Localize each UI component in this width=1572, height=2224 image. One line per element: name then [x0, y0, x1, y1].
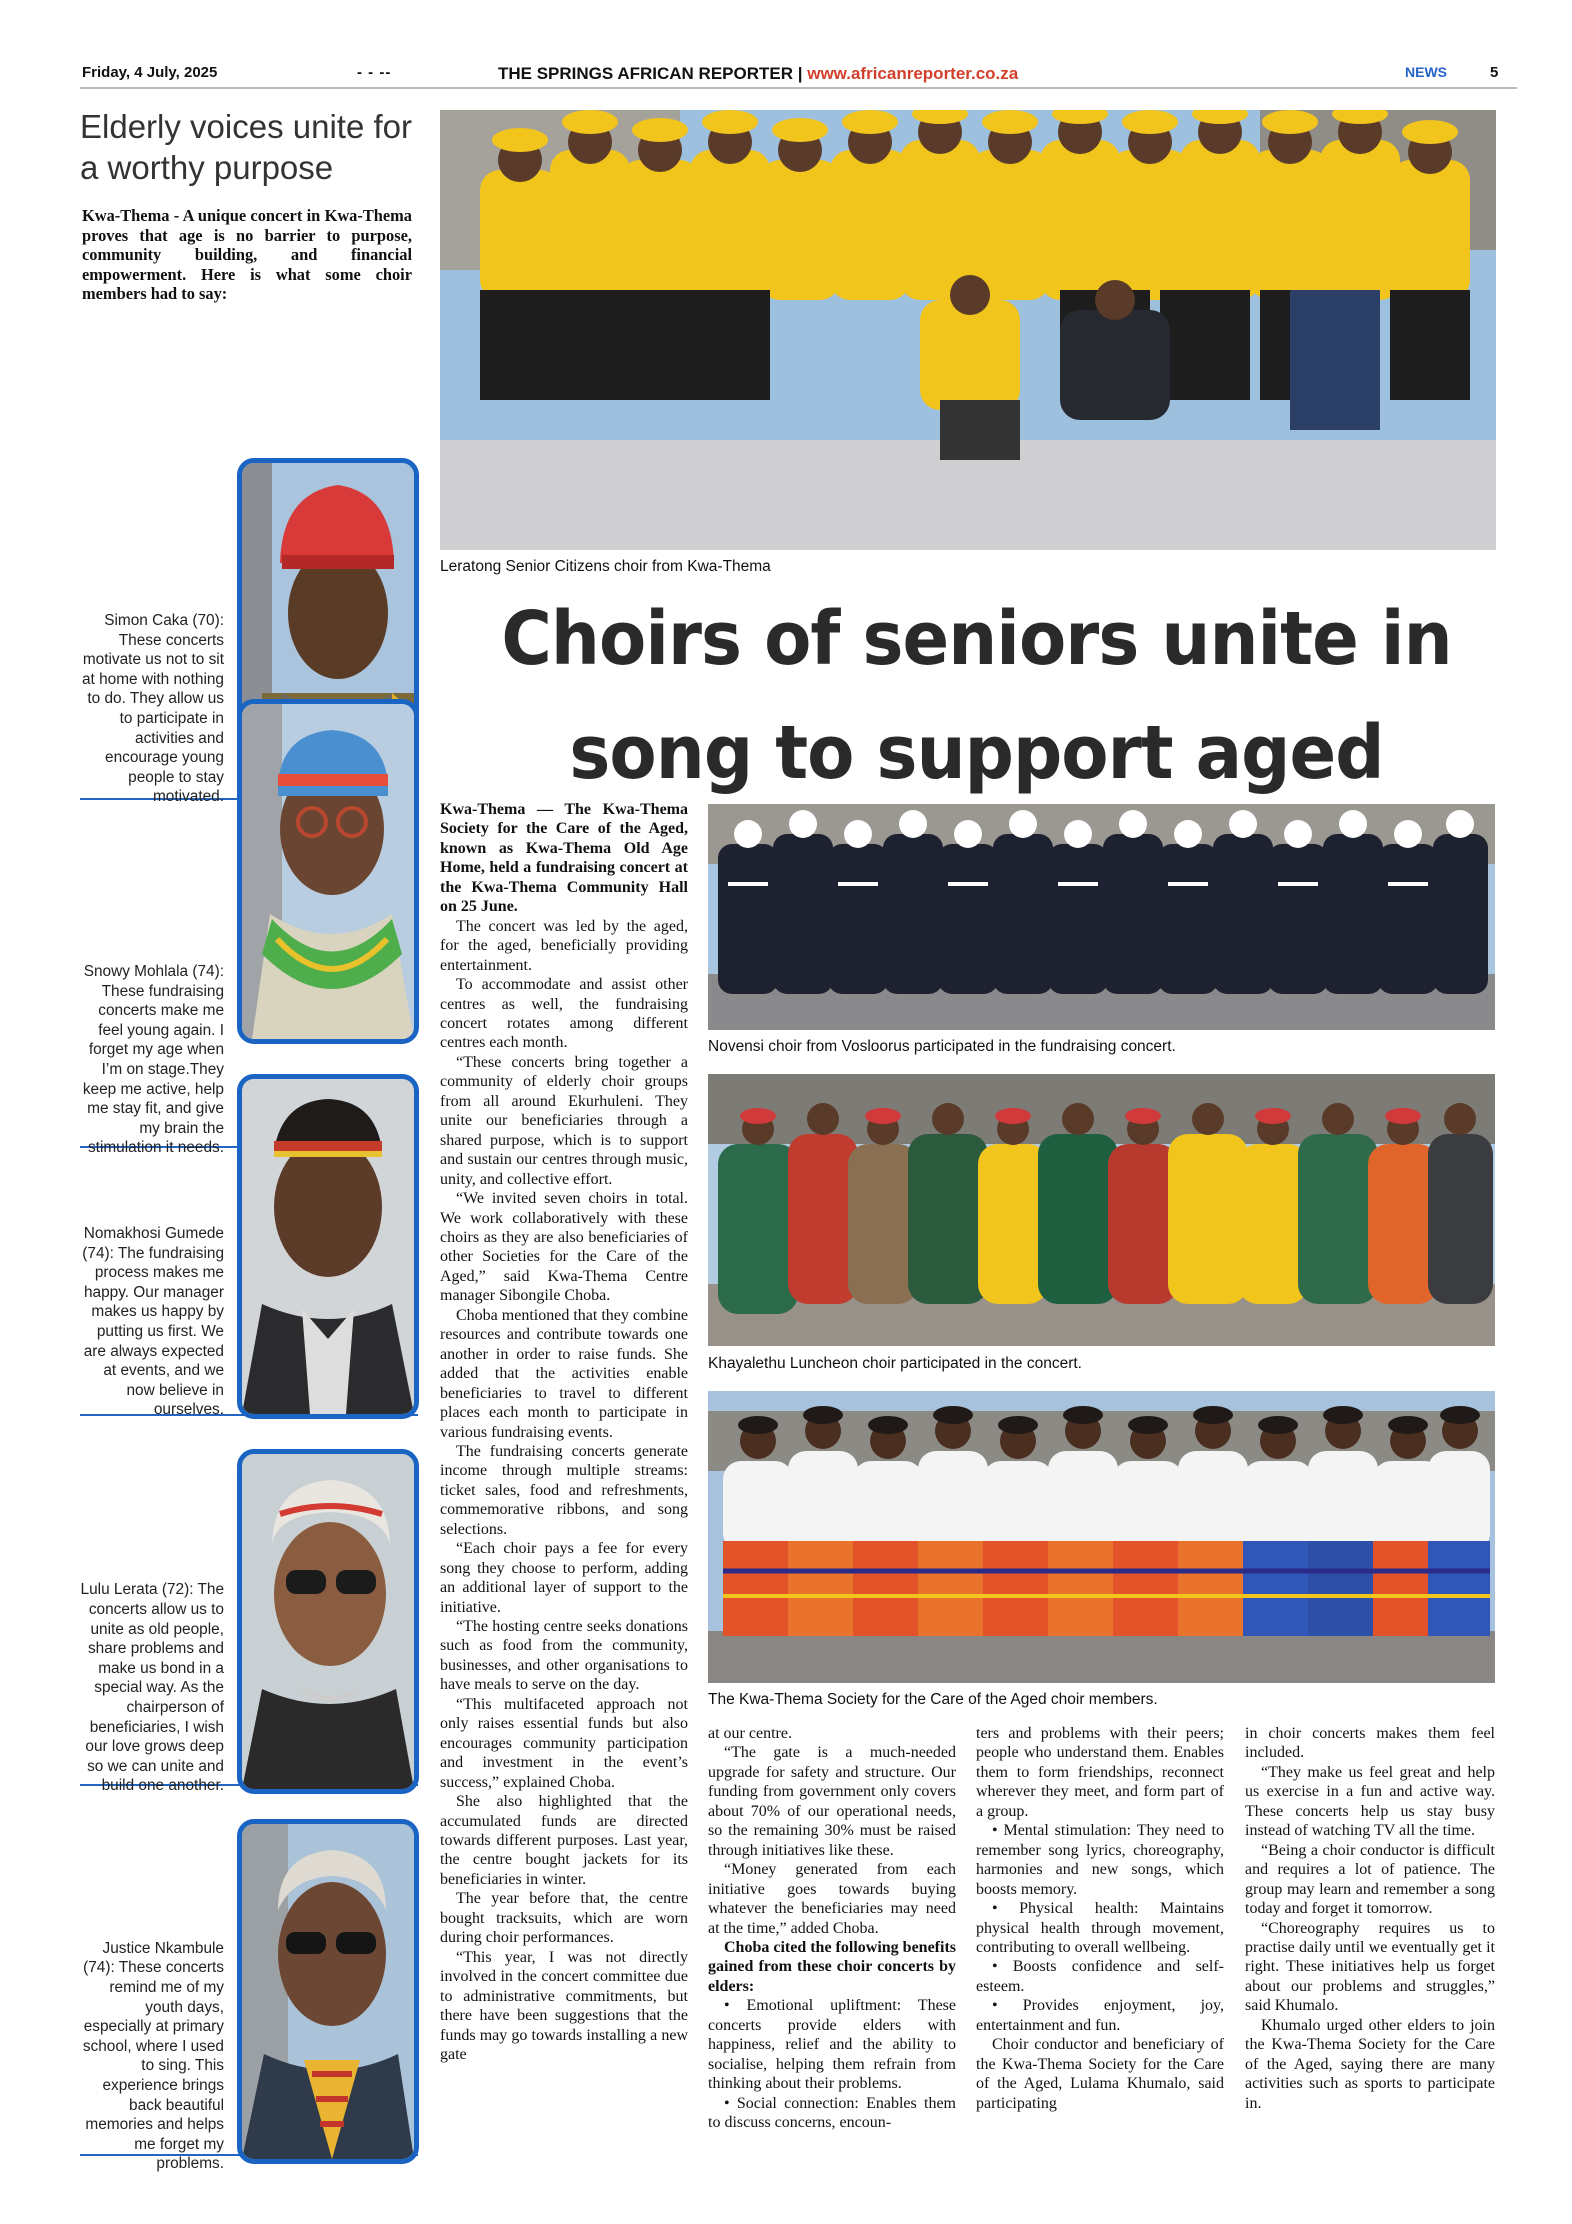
quote-card	[80, 1814, 418, 2173]
article-paragraph: “These concerts bring together a community of elderly choir groups from all around Ekurhuleni. They unite our beneficiaries through a shared purpose, which is to support and sustain our centres through music, unity, and collective effort.	[440, 1053, 688, 1188]
main-photo-caption: Leratong Senior Citizens choir from Kwa-Thema	[440, 558, 771, 575]
section-label: NEWS	[1405, 64, 1447, 80]
khayalethu-caption: Khayalethu Luncheon choir participated in the concert.	[708, 1355, 1082, 1372]
article-paragraph: “This multifaceted approach not only raises essential funds but also encourages community participation and investment in the event’s success,” explained Choba.	[440, 1695, 688, 1791]
paper-name: THE SPRINGS AFRICAN REPORTER	[498, 64, 794, 83]
article-paragraph: “They make us feel great and help us exercise in a fun and active way. These concerts help us stay busy instead of watching TV all the time.	[1245, 1763, 1495, 1840]
article-paragraph: ters and problems with their peers; people who understand them. Enables them to form friendships, reconnect wherever they meet, and form part of a group.	[976, 1725, 1224, 1820]
masthead	[498, 64, 1018, 84]
quote-text: Snowy Mohlala (74): These fundraising concerts make me feel young again. I forget my age when I’m on stage.They keep me active, help me stay fit, and give my brain the stimulation it needs.	[82, 963, 224, 1157]
article-paragraph: The fundraising concerts generate income through multiple streams: ticket sales, food and refreshments, commemorative ribbons, and song selections.	[440, 1442, 688, 1538]
article-paragraph: in choir concerts makes them feel included.	[1245, 1725, 1495, 1762]
article-paragraph: “Money generated from each initiative goes towards buying whatever the beneficiaries may need at the time,” added Choba.	[708, 1861, 956, 1937]
khayalethu-choir-photo	[708, 1074, 1495, 1346]
article-paragraph: “Choreography requires us to practise daily until we eventually get it right. These initiatives help us forget about our problems and struggles,” said Khumalo.	[1245, 1919, 1495, 2015]
quote-text: Justice Nkambule (74): These concerts remind me of my youth days, especially at primary school, where I used to sing. This experience brings back beautiful memories and helps me forget my problems.	[82, 1939, 224, 2173]
article-paragraph: Choba mentioned that they combine resources and contribute towards one another in order to raise funds. She added that the activities enable beneficiaries to travel to different places each month to participate in various fundraising events.	[440, 1306, 688, 1441]
benefit-item: • Provides enjoyment, joy, entertainment and fun.	[976, 1997, 1224, 2034]
benefit-item: • Emotional upliftment: These concerts provide elders with happiness, relief and the ability to socialise, helping them refrain from thinking about their problems.	[708, 1997, 956, 2093]
quote-card	[80, 1444, 418, 1795]
article-paragraph: at our centre.	[708, 1725, 792, 1742]
issue-date: Friday, 4 July, 2025	[82, 64, 218, 81]
header-rule	[80, 87, 1517, 89]
portrait-photo	[237, 1819, 419, 2164]
article-paragraph: To accommodate and assist other centres as well, the fundraising concert rotates among different centres each month.	[440, 976, 688, 1052]
benefit-item: • Physical health: Maintains physical health through movement, contributing to overall wellbeing.	[976, 1900, 1224, 1956]
society-choir-photo	[708, 1391, 1495, 1683]
masthead-separator: |	[793, 64, 808, 83]
article-paragraph: “The hosting centre seeks donations such as food from the community, businesses, and other organisations to have meals to serve on the day.	[440, 1618, 688, 1694]
article-paragraph: “The gate is a much-needed upgrade for safety and structure. Our funding from government only covers about 70% of our operational needs, so the remaining 30% must be raised through initiatives like these.	[708, 1744, 956, 1859]
novensi-caption: Novensi choir from Vosloorus participated in the fundraising concert.	[708, 1038, 1176, 1055]
benefits-intro: Choba cited the following benefits gained from these choir concerts by elders:	[708, 1938, 956, 1995]
portrait-photo	[237, 699, 419, 1044]
portrait-photo	[237, 1074, 419, 1419]
article-paragraph: “Each choir pays a fee for every song they choose to perform, adding an additional layer of support to the initiative.	[440, 1540, 688, 1616]
article-paragraph: Khumalo urged other elders to join the Kwa-Thema Society for the Care of the Aged, saying there are many activities such as sports to participate in.	[1245, 2016, 1495, 2112]
article-paragraph: “Being a choir conductor is difficult and requires a lot of patience. The group may learn and remember a song today and forget it tomorrow.	[1245, 1841, 1495, 1918]
novensi-choir-photo	[708, 804, 1495, 1030]
benefit-item: • Mental stimulation: They need to remember song lyrics, choreography, harmonies and new songs, which boosts memory.	[976, 1822, 1224, 1898]
quote-card	[80, 1074, 418, 1419]
article-paragraph: The concert was led by the aged, for the aged, beneficially providing entertainment.	[440, 917, 688, 974]
quote-text: Simon Caka (70): These concerts motivate us not to sit at home with nothing to do. They allow us to participate in activities and encourage young people to stay motivated.	[81, 612, 224, 806]
article-paragraph: “This year, I was not directly involved in the concert committee due to administrative commitments, but there have been suggestions that the funds may go towards installing a new gate	[440, 1948, 688, 2063]
sidebar-title: Elderly voices unite for a worthy purpose	[80, 108, 412, 186]
portrait-photo	[237, 1449, 419, 1794]
quote-text: Lulu Lerata (72): The concerts allow us to unite as old people, share problems and make us bond in a special way. As the chairperson of beneficiaries, I wish our love grows deep so we can unite and build one another.	[80, 1581, 224, 1795]
page-number: 5	[1490, 64, 1499, 81]
article-paragraph: “We invited seven choirs in total. We work collaboratively with these choirs as they are also beneficiaries of other Societies for the Care of the Aged,” said Kwa-Thema Centre manager Sibongile Choba.	[440, 1190, 688, 1305]
main-choir-photo	[440, 110, 1496, 550]
benefit-item: • Social connection: Enables them to discuss concerns, encoun-	[708, 2094, 956, 2132]
header-dots: - - --	[357, 64, 392, 81]
quote-text: Nomakhosi Gumede (74): The fundraising process makes me happy. Our manager makes us happy by putting us first. We are always expected at events, and we now believe in ourselves.	[82, 1225, 224, 1419]
sidebar-intro: Kwa-Thema - A unique concert in Kwa-Thema proves that age is no barrier to purpose, community building, and financial empowerment. Here is what some choir members had to say:	[82, 206, 412, 303]
article-paragraph: She also highlighted that the accumulated funds are directed towards different purposes. Last year, the centre bought jackets for its beneficiaries in winter.	[440, 1793, 688, 1888]
article-lead: Kwa-Thema — The Kwa-Thema Society for the Care of the Aged, known as Kwa-Thema Old Age Home, held a fundraising concert at the Kwa-Thema Community Hall on 25 June.	[440, 801, 688, 916]
article-column-1	[440, 800, 688, 2064]
article-column-2	[708, 1724, 956, 2133]
society-caption: The Kwa-Thema Society for the Care of the Aged choir members.	[708, 1691, 1158, 1708]
paper-url[interactable]: www.africanreporter.co.za	[807, 64, 1019, 83]
headline-line: Choirs of seniors unite in	[501, 596, 1452, 682]
benefit-item: • Boosts confidence and self-esteem.	[976, 1958, 1224, 1995]
headline-line: song to support aged	[569, 710, 1384, 796]
article-paragraph: The year before that, the centre bought tracksuits, which are worn during choir performances.	[440, 1890, 688, 1947]
article-column-4	[1245, 1724, 1495, 2113]
article-column-3	[976, 1724, 1224, 2113]
article-paragraph: Choir conductor and beneficiary of the Kwa-Thema Society for the Care of the Aged, Lulama Khumalo, said participating	[976, 2036, 1224, 2112]
